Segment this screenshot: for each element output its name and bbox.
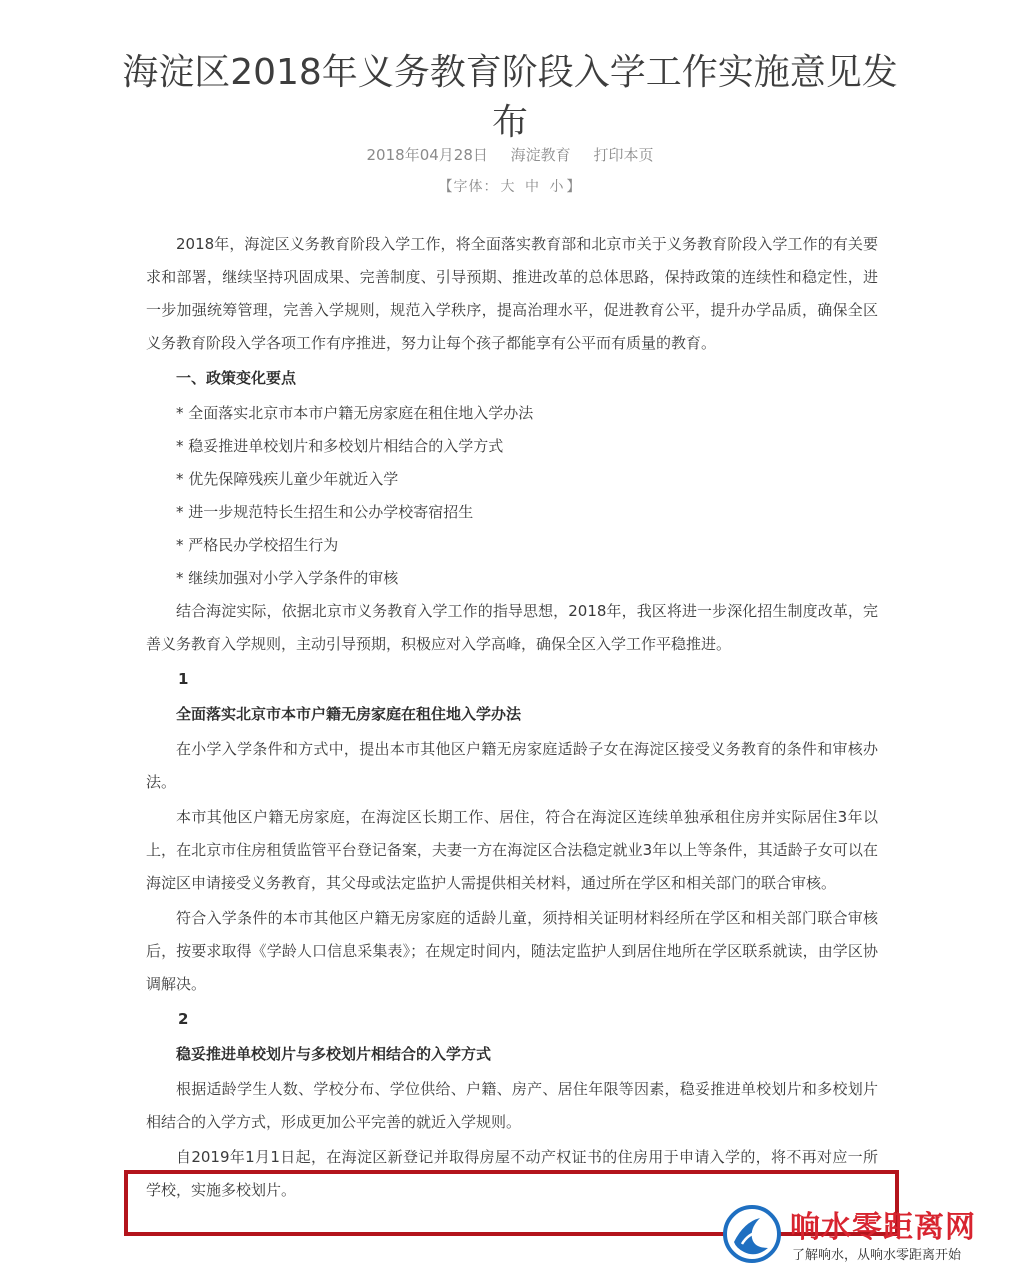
print-link[interactable]: 打印本页 (593, 146, 654, 164)
font-size-suffix: 】 (566, 179, 582, 195)
watermark-logo-icon (722, 1204, 782, 1264)
paragraph: 本市其他区户籍无房家庭，在海淀区长期工作、居住，符合在海淀区连续单独承租住房并实际居住3年以上，在北京市住房租赁监管平台登记备案，夫妻一方在海淀区合法稳定就业3年以上等条件，其适龄子女可以在海淀区申请接受义务教育，其父母或法定监护人需提供相关材料，通过所在学区和相关部门的联合审核。 (146, 808, 878, 892)
article-title: 海淀区2018年义务教育阶段入学工作实施意见发布 (122, 52, 898, 143)
item-number: 2 (178, 1010, 189, 1028)
item-number: 1 (178, 670, 189, 688)
highlighted-paragraph: 自2019年1月1日起，在海淀区新登记并取得房屋不动产权证书的住房用于申请入学的，将不再对应一所学校，实施多校划片。 (146, 1148, 878, 1199)
bullet-item: * 稳妥推进单校划片和多校划片相结合的入学方式 (176, 437, 504, 455)
font-size-small[interactable]: 小 (549, 179, 565, 195)
font-size-large[interactable]: 大 (500, 179, 516, 195)
item-heading: 稳妥推进单校划片与多校划片相结合的入学方式 (176, 1045, 492, 1063)
paragraph: 根据适龄学生人数、学校分布、学位供给、户籍、房产、居住年限等因素，稳妥推进单校划片和多校划片相结合的入学方式，形成更加公平完善的就近入学规则。 (146, 1080, 878, 1131)
site-watermark (722, 1200, 1012, 1272)
intro-paragraph: 2018年，海淀区义务教育阶段入学工作，将全面落实教育部和北京市关于义务教育阶段入学工作的有关要求和部署，继续坚持巩固成果、完善制度、引导预期、推进改革的总体思路，保持政策的连续性和稳定性，进一步加强统筹管理，完善入学规则，规范入学秩序，提高治理水平，促进教育公平，提升办学品质，确保全区义务教育阶段入学各项工作有序推进，努力让每个孩子都能享有公平而有质量的教育。 (146, 235, 878, 352)
font-size-control (300, 177, 720, 197)
summary-paragraph: 结合海淀实际，依据北京市义务教育入学工作的指导思想，2018年，我区将进一步深化招生制度改革，完善义务教育入学规则，主动引导预期，积极应对入学高峰，确保全区入学工作平稳推进。 (146, 602, 878, 653)
watermark-slogan: 了解响水，从响水零距离开始 (792, 1248, 962, 1263)
article-source: 海淀教育 (510, 146, 571, 164)
article-body (146, 228, 878, 1209)
bullet-item: * 进一步规范特长生招生和公办学校寄宿招生 (176, 503, 474, 521)
watermark-site-name: 响水零距离网 (790, 1210, 976, 1245)
item-heading: 全面落实北京市本市户籍无房家庭在租住地入学办法 (176, 705, 522, 723)
bullet-item: * 继续加强对小学入学条件的审核 (176, 569, 399, 587)
bullet-item: * 优先保障残疾儿童少年就近入学 (176, 470, 399, 488)
paragraph: 在小学入学条件和方式中，提出本市其他区户籍无房家庭适龄子女在海淀区接受义务教育的条件和审核办法。 (146, 740, 878, 791)
paragraph: 符合入学条件的本市其他区户籍无房家庭的适龄儿童，须持相关证明材料经所在学区和相关部门联合审核后，按要求取得《学龄人口信息采集表》；在规定时间内，随法定监护人到居住地所在学区联系就读，由学区协调解决。 (146, 909, 878, 993)
bullet-item: * 严格民办学校招生行为 (176, 536, 339, 554)
bullet-item: * 全面落实北京市本市户籍无房家庭在租住地入学办法 (176, 404, 534, 422)
font-size-medium[interactable]: 中 (525, 179, 540, 195)
article-meta (200, 144, 820, 166)
font-size-prefix: 【字体： (438, 179, 499, 195)
section-heading: 一、政策变化要点 (176, 369, 297, 387)
publish-date: 2018年04月28日 (366, 146, 488, 164)
